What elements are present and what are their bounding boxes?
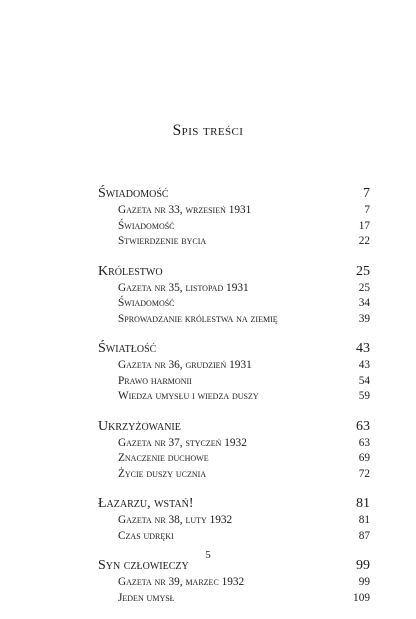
section-title: Ukrzyżowanie [98,418,181,434]
toc-entry[interactable] [98,436,370,452]
toc-entry[interactable] [98,529,370,545]
section-title: Światłość [98,341,157,356]
toc-entry[interactable] [98,389,370,405]
entry-page-number: 72 [358,467,370,480]
toc-entry[interactable] [98,467,370,483]
page-title: Spis treści [172,122,244,139]
entry-title: Znaczenie duchowe [118,452,209,464]
entry-title: Gazeta nr 38, luty 1932 [118,514,233,526]
toc-section [98,557,370,606]
toc-entry[interactable] [98,591,370,607]
section-page-number: 81 [356,496,370,511]
entry-page-number: 81 [358,514,370,526]
entry-title: Wiedza umysłu i wiedza duszy [118,390,259,402]
toc-entry[interactable] [98,513,370,529]
entry-title: Gazeta nr 36, grudzień 1931 [118,359,252,371]
toc-section-heading[interactable] [98,495,370,513]
entry-page-number: 22 [358,235,370,247]
entry-title: Świadomość [118,219,175,232]
entry-title: Gazeta nr 35, listopad 1931 [118,281,249,294]
toc-section [98,263,370,328]
entry-page-number: 59 [358,390,370,402]
toc-entry[interactable] [98,451,370,467]
entry-page-number: 69 [358,452,370,464]
entry-page-number: 43 [358,359,370,371]
section-page-number: 99 [356,558,370,573]
section-page-number: 63 [356,418,370,434]
toc-entry[interactable] [98,358,370,374]
toc-section-heading[interactable] [98,263,370,281]
entry-title: Prawo harmonii [118,374,192,387]
entry-title: Stwierdzenie bycia [118,235,207,247]
section-page-number: 25 [356,263,370,279]
toc-entry[interactable] [98,312,370,328]
section-page-number: 43 [356,341,370,356]
entry-page-number: 87 [358,529,370,542]
toc-entry[interactable] [98,219,370,235]
toc-entry[interactable] [98,203,370,219]
entry-title: Jeden umysł [118,591,175,604]
entry-title: Sprowadzanie królestwa na ziemię [118,312,278,325]
entry-page-number: 54 [358,374,370,387]
section-page-number: 7 [363,186,370,201]
entry-page-number: 34 [358,297,370,309]
entry-page-number: 99 [358,576,370,588]
section-title: Królestwo [98,263,163,279]
section-title: Łazarzu, wstań! [98,496,194,511]
entry-page-number: 17 [358,219,370,232]
toc-entry[interactable] [98,281,370,297]
entry-page-number: 109 [353,591,370,604]
entry-page-number: 63 [358,436,370,449]
toc-section-heading[interactable] [98,340,370,358]
page-number: 5 [205,549,211,561]
toc-section [98,418,370,483]
entry-title: Gazeta nr 33, wrzesień 1931 [118,204,252,216]
toc-section-heading[interactable] [98,185,370,203]
entry-title: Gazeta nr 39, marzec 1932 [118,576,245,588]
entry-title: Życie duszy ucznia [118,467,207,480]
entry-title: Czas udręki [118,529,174,542]
entry-page-number: 7 [364,204,370,216]
toc-entry[interactable] [98,575,370,591]
entry-page-number: 39 [358,312,370,325]
entry-page-number: 25 [358,281,370,294]
entry-title: Świadomość [118,297,175,309]
toc-section [98,185,370,250]
section-title: Syn człowieczy [98,558,189,573]
section-title: Świadomość [98,186,169,201]
entry-title: Gazeta nr 37, styczeń 1932 [118,436,247,449]
toc-section [98,495,370,544]
toc-entry[interactable] [98,374,370,390]
toc-entry[interactable] [98,234,370,250]
toc-section [98,340,370,405]
toc-section-heading[interactable] [98,418,370,436]
toc-entry[interactable] [98,296,370,312]
